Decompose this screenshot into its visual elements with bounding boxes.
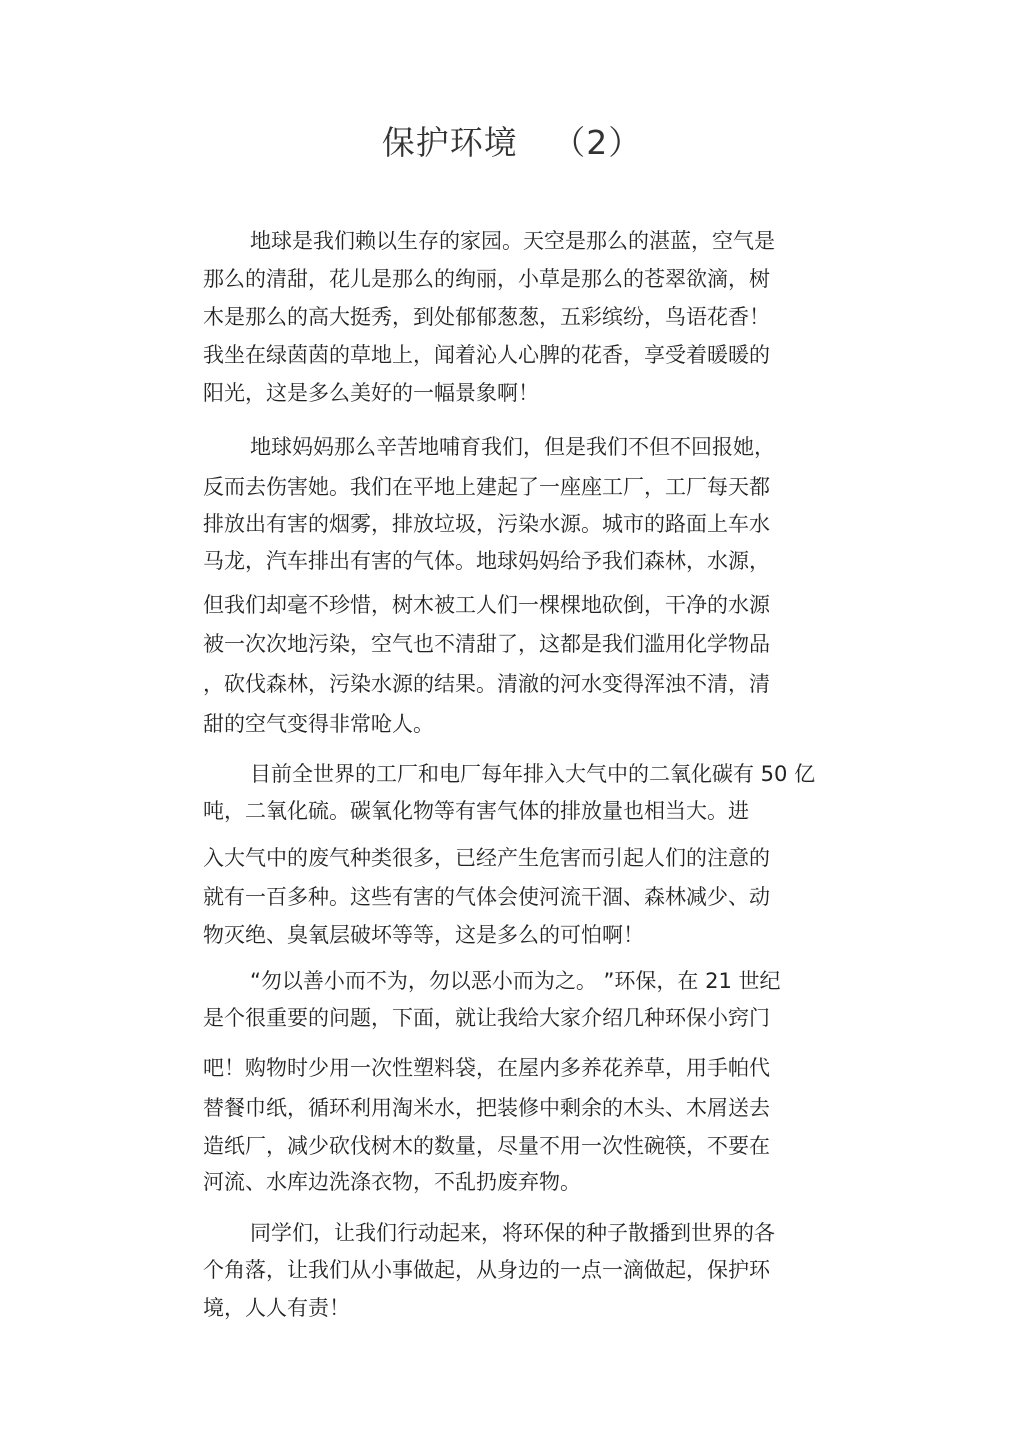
text-line: 地球妈妈那么辛苦地哺育我们，但是我们不但不回报她， [250, 435, 775, 459]
text-line: 那么的清甜，花儿是那么的绚丽，小草是那么的苍翠欲滴，树 [203, 267, 770, 291]
text-line: 就有一百多种。这些有害的气体会使河流干涸、森林减少、动 [203, 885, 770, 909]
text-line: 马龙，汽车排出有害的气体。地球妈妈给予我们森林，水源， [203, 549, 770, 573]
text-line: 但我们却毫不珍惜，树木被工人们一棵棵地砍倒，干净的水源 [203, 593, 770, 617]
text-line: 境，人人有责！ [203, 1296, 350, 1320]
text-line: 吧！购物时少用一次性塑料袋，在屋内多养花养草，用手帕代 [203, 1056, 770, 1080]
text-line: 被一次次地污染，空气也不清甜了，这都是我们滥用化学物品 [203, 632, 770, 656]
text-line: 地球是我们赖以生存的家园。天空是那么的湛蓝，空气是 [250, 229, 775, 253]
text-line: 替餐巾纸，循环利用淘米水，把装修中剩余的木头、木屑送去 [203, 1096, 770, 1120]
text-line: 入大气中的废气种类很多，已经产生危害而引起人们的注意的 [203, 846, 770, 870]
text-line: 反而去伤害她。我们在平地上建起了一座座工厂，工厂每天都 [203, 475, 770, 499]
text-line: 物灭绝、臭氧层破坏等等，这是多么的可怕啊！ [203, 923, 644, 947]
text-line: 同学们，让我们行动起来，将环保的种子散播到世界的各 [250, 1221, 775, 1245]
text-line: 吨，二氧化硫。碳氧化物等有害气体的排放量也相当大。进 [203, 799, 749, 823]
text-line: 甜的空气变得非常呛人。 [203, 712, 434, 736]
text-line: 阳光，这是多么美好的一幅景象啊！ [203, 381, 539, 405]
text-line: 个角落，让我们从小事做起，从身边的一点一滴做起，保护环 [203, 1258, 770, 1282]
text-line: 目前全世界的工厂和电厂每年排入大气中的二氧化碳有 50 亿 [250, 762, 816, 786]
text-line: 我坐在绿茵茵的草地上，闻着沁人心脾的花香，享受着暖暖的 [203, 343, 770, 367]
text-line: 排放出有害的烟雾，排放垃圾，污染水源。城市的路面上车水 [203, 512, 770, 536]
text-line: 造纸厂，减少砍伐树木的数量，尽量不用一次性碗筷，不要在 [203, 1134, 770, 1158]
text-line: 是个很重要的问题，下面，就让我给大家介绍几种环保小窍门 [203, 1006, 770, 1030]
document-title: 保护环境 （2） [381, 123, 643, 162]
text-line: “勿以善小而不为，勿以恶小而为之。 ”环保，在 21 世纪 [250, 969, 781, 993]
text-line: 河流、水库边洗涤衣物，不乱扔废弃物。 [203, 1170, 581, 1194]
text-line: 木是那么的高大挺秀，到处郁郁葱葱，五彩缤纷，鸟语花香！ [203, 305, 770, 329]
text-line: ，砍伐森林，污染水源的结果。清澈的河水变得浑浊不清，清 [203, 672, 770, 696]
